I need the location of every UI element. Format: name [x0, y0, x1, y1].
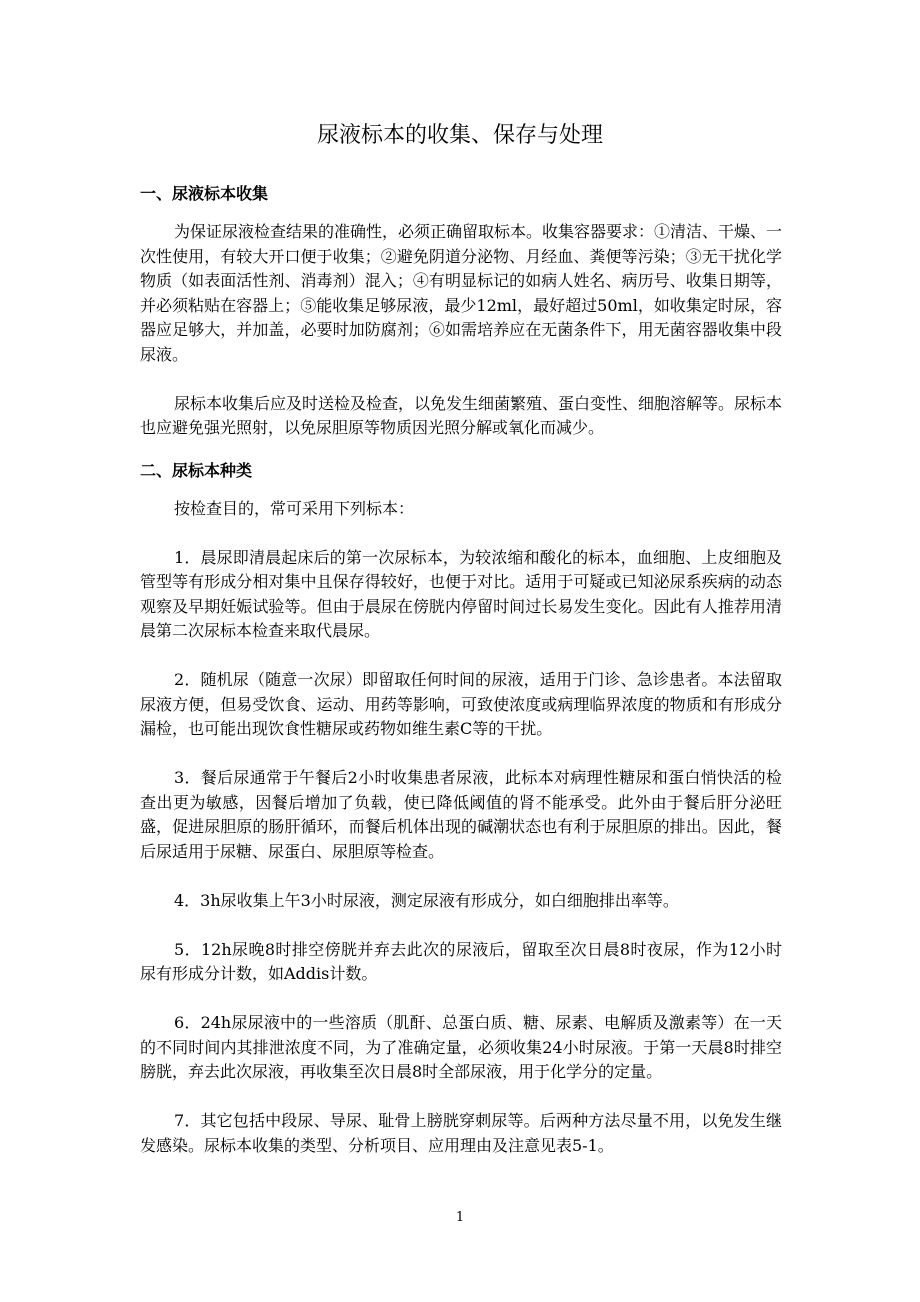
section-heading-collection: 一、尿液标本收集 — [140, 184, 269, 203]
document-body — [140, 178, 782, 1158]
paragraph-12h-urine: 5．12h尿晚8时排空傍胱并弃去此次的尿液后，留取至次日晨8时夜尿，作为12小时尿有形成分计数，如Addis计数。 — [140, 939, 782, 983]
paragraph-random-urine: 2．随机尿（随意一次尿）即留取任何时间的尿液，适用于门诊、急诊患者。本法留取尿液方便，但易受饮食、运动、用药等影响，可致使浓度或病理临界浓度的物质和有形成分漏检，也可能出现饮食性糖尿或药物如维生素C等的干扰。 — [140, 670, 782, 738]
paragraph-prompt-delivery: 尿标本收集后应及时送检及检查，以免发生细菌繁殖、蛋白变性、细胞溶解等。尿标本也应避免强光照射，以免尿胆原等物质因光照分解或氧化而减少。 — [140, 393, 783, 437]
paragraph-24h-urine: 6．24h尿尿液中的一些溶质（肌酐、总蛋白质、糖、尿素、电解质及激素等）在一天的不同时间内其排泄浓度不同，为了准确定量，必须收集24小时尿液。于第一天晨8时排空膀胱，弃去此次尿液，再收集至次日晨8时全部尿液，用于化学分的定量。 — [140, 1013, 782, 1081]
page-title: 尿液标本的收集、保存与处理 — [316, 123, 603, 148]
paragraph-container-requirements: 为保证尿液检查结果的准确性，必须正确留取标本。收集容器要求：①清洁、干燥、一次性使用，有较大开口便于收集；②避免阴道分泌物、月经血、粪便等污染；③无干扰化学物质（如表面活性剂、消毒剂）混入；④有明显标记的如病人姓名、病历号、收集日期等，并必须粘贴在容器上；⑤能收集足够尿液，最少12ml，最好超过50ml，如收集定时尿，容器应足够大，并加盖，必要时加防腐剂；⑥如需培养应在无菌条件下，用无菌容器收集中段尿液。 — [140, 222, 783, 364]
section-heading-specimen-types: 二、尿标本种类 — [140, 460, 253, 480]
paragraph-other-urine: 7．其它包括中段尿、导尿、耻骨上膀胱穿刺尿等。后两种方法尽量不用，以免发生继发感染。尿标本收集的类型、分析项目、应用理由及注意见表5-1。 — [140, 1111, 782, 1155]
paragraph-morning-urine: 1．晨尿即清晨起床后的第一次尿标本，为较浓缩和酸化的标本，血细胞、上皮细胞及管型等有形成分相对集中且保存得较好，也便于对比。适用于可疑或已知泌尿系疾病的动态观察及早期妊娠试验等。但由于晨尿在傍胱内停留时间过长易发生变化。因此有人推荐用清晨第二次尿标本检查来取代晨尿。 — [140, 547, 782, 640]
page-number: 1 — [455, 1210, 465, 1225]
paragraph-intro: 按检查目的，常可采用下列标本： — [174, 498, 415, 518]
paragraph-3h-urine: 4．3h尿收集上午3小时尿液，测定尿液有形成分，如白细胞排出率等。 — [174, 890, 679, 910]
paragraph-postprandial-urine: 3．餐后尿通常于午餐后2小时收集患者尿液，此标本对病理性糖尿和蛋白悄快活的检查出更为敏感，因餐后增加了负载，使已降低阈值的肾不能承受。此外由于餐后肝分泌旺盛，促进尿胆原的肠肝循环，而餐后机体出现的碱潮状态也有利于尿胆原的排出。因此，餐后尿适用于尿糖、尿蛋白、尿胆原等检查。 — [140, 768, 782, 861]
